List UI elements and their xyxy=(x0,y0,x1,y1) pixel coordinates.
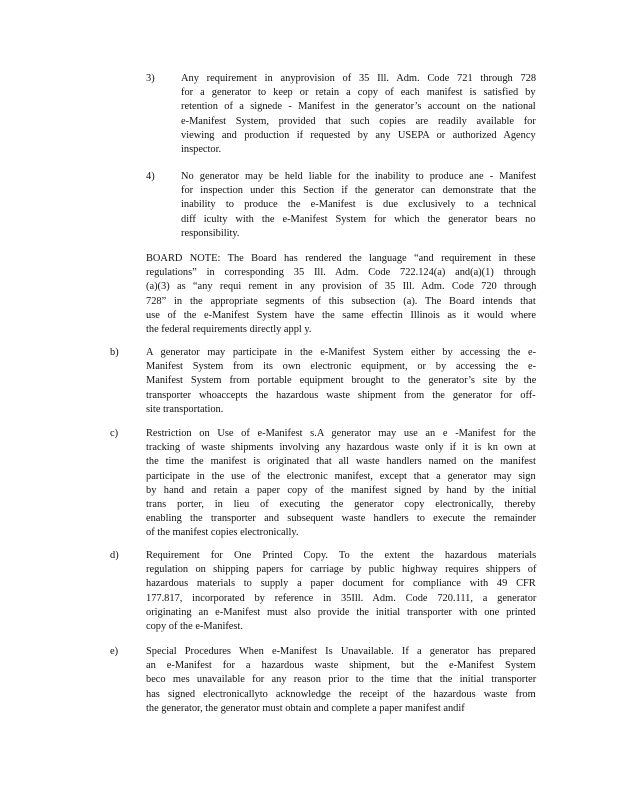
text-line: enabling the transporter and subsequent waste handlers to execute the remainder xyxy=(146,513,537,525)
text-line: beco mes unavailable for any reason prior to the time that the initial transporter xyxy=(146,674,537,686)
text-line: Special Procedures When e-Manifest Is Unavailable. If a generator has prepared xyxy=(146,646,536,657)
text-line: the generator, the generator must obtain and complete a paper manifest andif xyxy=(146,702,465,714)
section-label: d) xyxy=(110,550,119,561)
text-line: Requirement for One Printed Copy. To the extent the hazardous materials xyxy=(146,550,537,561)
text-line: Manifest System from portable equipment brought to the generator’s site by the xyxy=(146,375,537,387)
text-line: regulation on shipping papers for carriage by public highway requires shippers of xyxy=(146,564,537,576)
text-line: copy of the e-Manifest. xyxy=(146,621,243,633)
item-3-text xyxy=(181,72,536,157)
text-line: originating an e-Manifest must also provide the initial transporter with one printed xyxy=(146,606,536,618)
text-line: regulations” in corresponding 35 Ill. Adm. Code 722.124(a) and(a)(1) through xyxy=(146,267,536,279)
text-line: transporter whoaccepts the hazardous waste shipment from the generator for off- xyxy=(146,389,536,401)
text-line: for a generator to keep or retain a copy of each manifest is satisfied by xyxy=(181,87,536,99)
text-line: No generator may be held liable for the inability to produce ane - Manifest xyxy=(181,171,537,182)
text-line: retention of a signede - Manifest in the generator’s account on the national xyxy=(181,101,536,113)
text-line: responsibility. xyxy=(181,227,240,239)
section-e-text xyxy=(146,645,536,716)
text-line: of the manifest copies electronically. xyxy=(146,527,299,539)
text-line: an e-Manifest for a hazardous waste shipment, but the e-Manifest System xyxy=(146,660,536,672)
text-line: Manifest System from its own electronic equipment, or by accessing the e- xyxy=(146,361,537,373)
text-line: BOARD NOTE: The Board has rendered the language “and requirement in these xyxy=(146,253,536,264)
item-label: 4) xyxy=(146,171,155,182)
section-d-text xyxy=(146,549,536,634)
section-c-text xyxy=(146,427,536,541)
text-line: Restriction on Use of e-Manifest s.A generator may use an e -Manifest for the xyxy=(146,428,536,439)
text-line: for inspection under this Section if the generator can demonstrate that the xyxy=(181,185,536,197)
text-line: tracking of waste shipments involving any hazardous waste only if it is kn own at xyxy=(146,442,536,454)
section-label: b) xyxy=(110,347,119,358)
text-line: site transportation. xyxy=(146,403,224,415)
text-line: 728” in the appropriate segments of this subsection (a). The Board intends that xyxy=(146,295,536,307)
section-label: e) xyxy=(110,646,119,657)
text-line: the federal requirements directly appl y. xyxy=(146,324,312,336)
text-line: has signed electronicallyto acknowledge the receipt of the hazardous waste from xyxy=(146,688,536,700)
text-line: (a)(3) as “any requi rement in any provision of 35 Ill. Adm. Code 720 through xyxy=(146,281,537,293)
section-label: c) xyxy=(110,428,119,439)
text-line: e-Manifest System, provided that such copies are readily available for xyxy=(181,115,536,127)
section-b-text xyxy=(146,346,536,417)
item-label: 3) xyxy=(146,73,155,84)
text-line: diff iculty with the e-Manifest System for which the generator bears no xyxy=(181,213,536,225)
text-line: A generator may participate in the e-Manifest System either by accessing the e- xyxy=(146,347,537,358)
text-line: participate in the use of the electronic manifest, except that a generator may sign xyxy=(146,470,536,482)
text-line: Any requirement in anyprovision of 35 Ill. Adm. Code 721 through 728 xyxy=(181,73,537,84)
board-note xyxy=(146,252,536,337)
item-4-text xyxy=(181,170,536,241)
text-line: the time the manifest is originated that all waste handlers named on the manifest xyxy=(146,456,536,468)
text-line: by hand and retain a paper copy of the manifest signed by hand by the initial xyxy=(146,484,537,496)
text-line: trans porter, in lieu of executing the generator copy electronically, thereby xyxy=(146,499,536,511)
text-line: use of the e-Manifest System have the same effectin Illinois as it would where xyxy=(146,309,537,321)
text-line: hazardous materials to supply a paper document for compliance with 49 CFR xyxy=(146,578,536,590)
text-line: inspector. xyxy=(181,144,222,156)
text-line: viewing and production if requested by any USEPA or authorized Agency xyxy=(181,129,536,141)
text-line: 177.817, incorporated by reference in 35Ill. Adm. Code 720.111, a generator xyxy=(146,592,537,604)
text-line: inability to produce the e-Manifest is due exclusively to a technical xyxy=(181,199,537,211)
